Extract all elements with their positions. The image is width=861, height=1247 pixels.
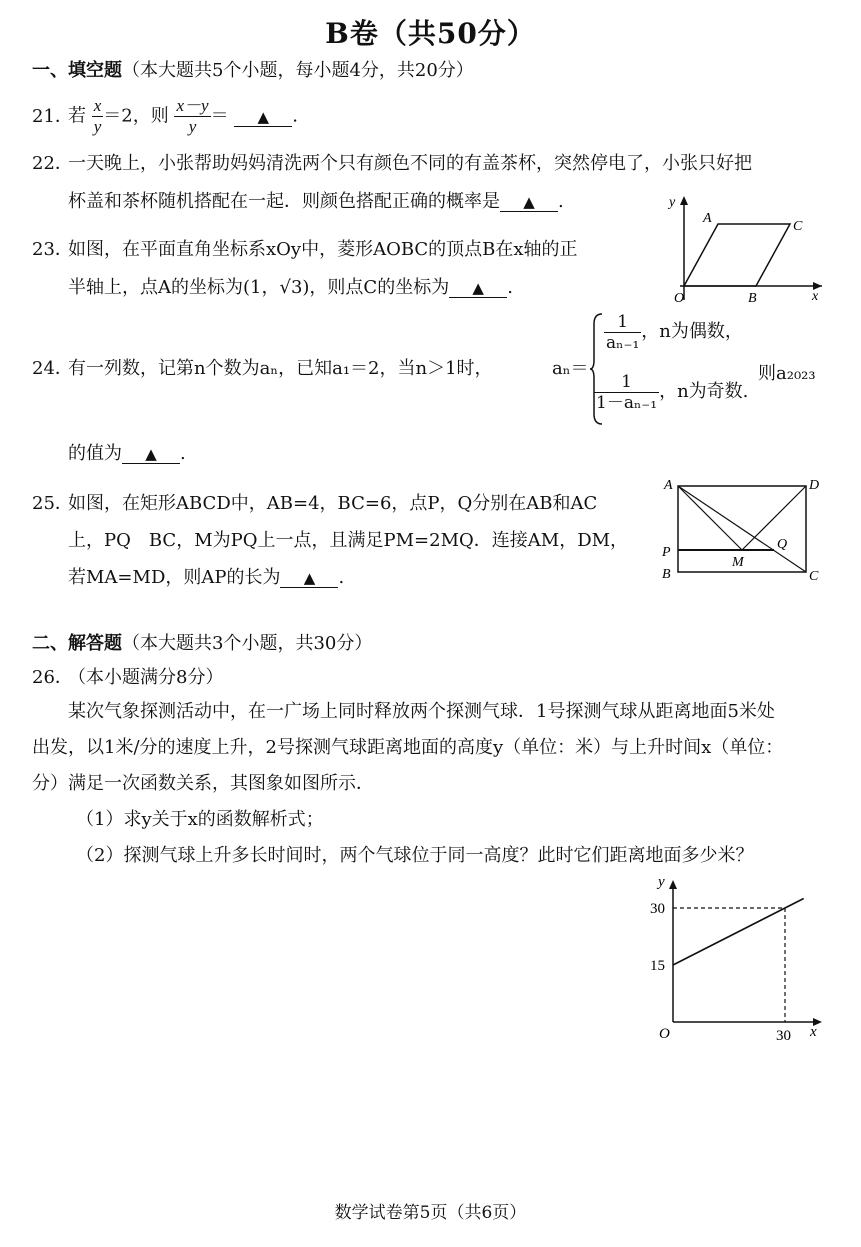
- y-tick-label: 15: [650, 958, 665, 974]
- text: .: [507, 277, 513, 298]
- answer-blank[interactable]: ▲: [449, 279, 507, 298]
- text: 杯盖和茶杯随机搭配在一起．则颜色搭配正确的概率是: [68, 191, 500, 212]
- section-heading-solve: [32, 629, 372, 655]
- rhombus-figure: [660, 190, 830, 310]
- text: 一天晚上，小张帮助妈妈清洗两个只有颜色不同的有盖茶杯，突然停电了，小张只好把: [68, 153, 752, 174]
- text: .: [558, 191, 564, 212]
- section-note: （本大题共3个小题，共30分）: [122, 633, 373, 654]
- numerator: x－y: [176, 96, 209, 115]
- question-21: [32, 96, 298, 137]
- question-number: 23．: [32, 239, 73, 260]
- segment-am: [678, 486, 742, 550]
- label-x: x: [812, 289, 819, 304]
- question-24-ask: [68, 440, 186, 468]
- case-even: [604, 312, 743, 353]
- text: ＝: [210, 105, 229, 127]
- answer-blank[interactable]: ▲: [280, 569, 338, 588]
- page-footer: 数学试卷第5页（共6页）: [334, 1203, 527, 1223]
- sub-question-2: （2）探测气球上升多长时间时，两个气球位于同一高度？此时它们距离地面多少米？: [76, 845, 754, 866]
- section-heading-fill-in: [32, 56, 474, 82]
- question-23: [32, 236, 652, 302]
- question-number: 21．: [32, 105, 73, 127]
- label-a: A: [703, 211, 712, 226]
- denominator: y: [188, 117, 197, 136]
- fraction-x-minus-y-over-y: [174, 96, 210, 137]
- rhombus-aobc: [684, 224, 790, 286]
- text: 如图，在平面直角坐标系xOy中，菱形AOBC的顶点B在x轴的正: [68, 239, 578, 260]
- label-q: Q: [777, 537, 788, 552]
- denominator: y: [93, 117, 102, 136]
- text: 上，PQ BC，M为PQ上一点，且满足PM=2MQ．连接AM，DM，: [68, 530, 629, 551]
- label-p: P: [662, 545, 671, 560]
- paragraph-line: 出发，以1米/分的速度上升，2号探测气球距离地面的高度y（单位：米）与上升时间x（单位：: [32, 737, 784, 758]
- sequence-lhs: aₙ＝: [552, 358, 589, 379]
- numerator: 1: [594, 372, 659, 393]
- label-c: C: [793, 219, 803, 234]
- label-b: B: [748, 291, 757, 306]
- text: 的值为: [68, 443, 122, 464]
- answer-blank[interactable]: ▲: [500, 193, 558, 212]
- y-axis-arrow: [669, 880, 677, 889]
- label-c: C: [809, 569, 819, 584]
- text: 若MA=MD，则AP的长为: [68, 567, 281, 588]
- y-axis-label: y: [658, 874, 665, 890]
- numerator: x: [93, 96, 102, 115]
- x-axis-label: x: [810, 1024, 817, 1040]
- question-26-header: [32, 664, 223, 692]
- rectangle-figure: [656, 474, 826, 586]
- answer-blank[interactable]: ▲: [234, 108, 292, 127]
- label-o: O: [674, 291, 685, 306]
- section-label: 一、填空题: [32, 60, 122, 81]
- sequence-target: 则a₂₀₂₃: [758, 363, 816, 384]
- page-title: B卷（共50分）: [325, 17, 536, 50]
- text: .: [338, 567, 345, 588]
- text: .: [292, 105, 299, 127]
- question-25: [32, 490, 652, 592]
- label-b: B: [662, 567, 671, 582]
- case-odd: [594, 372, 748, 413]
- text: ＝2，则: [103, 105, 169, 127]
- label-m: M: [732, 555, 744, 570]
- question-number: 25．: [32, 493, 73, 514]
- segment-dm: [742, 486, 806, 550]
- y-tick-label: 30: [650, 901, 665, 917]
- fraction-case-2: [594, 372, 659, 413]
- answer-blank[interactable]: ▲: [122, 445, 180, 464]
- paragraph-line: 某次气象探测活动中，在一广场上同时释放两个探测气球．1号探测气球从距离地面5米处: [68, 701, 775, 722]
- condition-odd: ，n为奇数.: [659, 381, 749, 402]
- fraction-case-1: [604, 312, 641, 353]
- paragraph-line: 分）满足一次函数关系，其图象如图所示．: [32, 773, 374, 794]
- question-number: 26．: [32, 667, 73, 688]
- text: 有一列数，记第n个数为aₙ，已知a₁＝2，当n＞1时，: [68, 358, 493, 379]
- question-number: 22．: [32, 153, 73, 174]
- denominator: aₙ₋₁: [606, 333, 640, 353]
- question-number: 24．: [32, 358, 73, 379]
- label-a: A: [664, 478, 673, 493]
- score-note: （本小题满分8分）: [68, 667, 224, 688]
- text: 如图，在矩形ABCD中，AB=4，BC=6，点P，Q分别在AB和AC: [68, 493, 598, 514]
- question-24-intro: [32, 355, 493, 383]
- label-d: D: [809, 478, 820, 493]
- text: 若: [68, 105, 86, 127]
- fraction-x-over-y: [92, 96, 104, 137]
- question-26-body: [32, 694, 832, 874]
- text: .: [180, 443, 186, 464]
- denominator: 1－aₙ₋₁: [596, 393, 658, 413]
- text: 半轴上，点A的坐标为(1，√3)，则点C的坐标为: [68, 277, 450, 298]
- origin-label: O: [659, 1026, 670, 1042]
- section-label: 二、解答题: [32, 633, 122, 654]
- section-note: （本大题共5个小题，每小题4分，共20分）: [122, 60, 474, 81]
- condition-even: ，n为偶数，: [641, 321, 743, 342]
- label-y: y: [669, 195, 676, 210]
- numerator: 1: [604, 312, 641, 333]
- linear-function-chart: [640, 870, 830, 1050]
- x-tick-label: 30: [776, 1028, 791, 1044]
- sub-question-1: （1）求y关于x的函数解析式；: [76, 809, 324, 830]
